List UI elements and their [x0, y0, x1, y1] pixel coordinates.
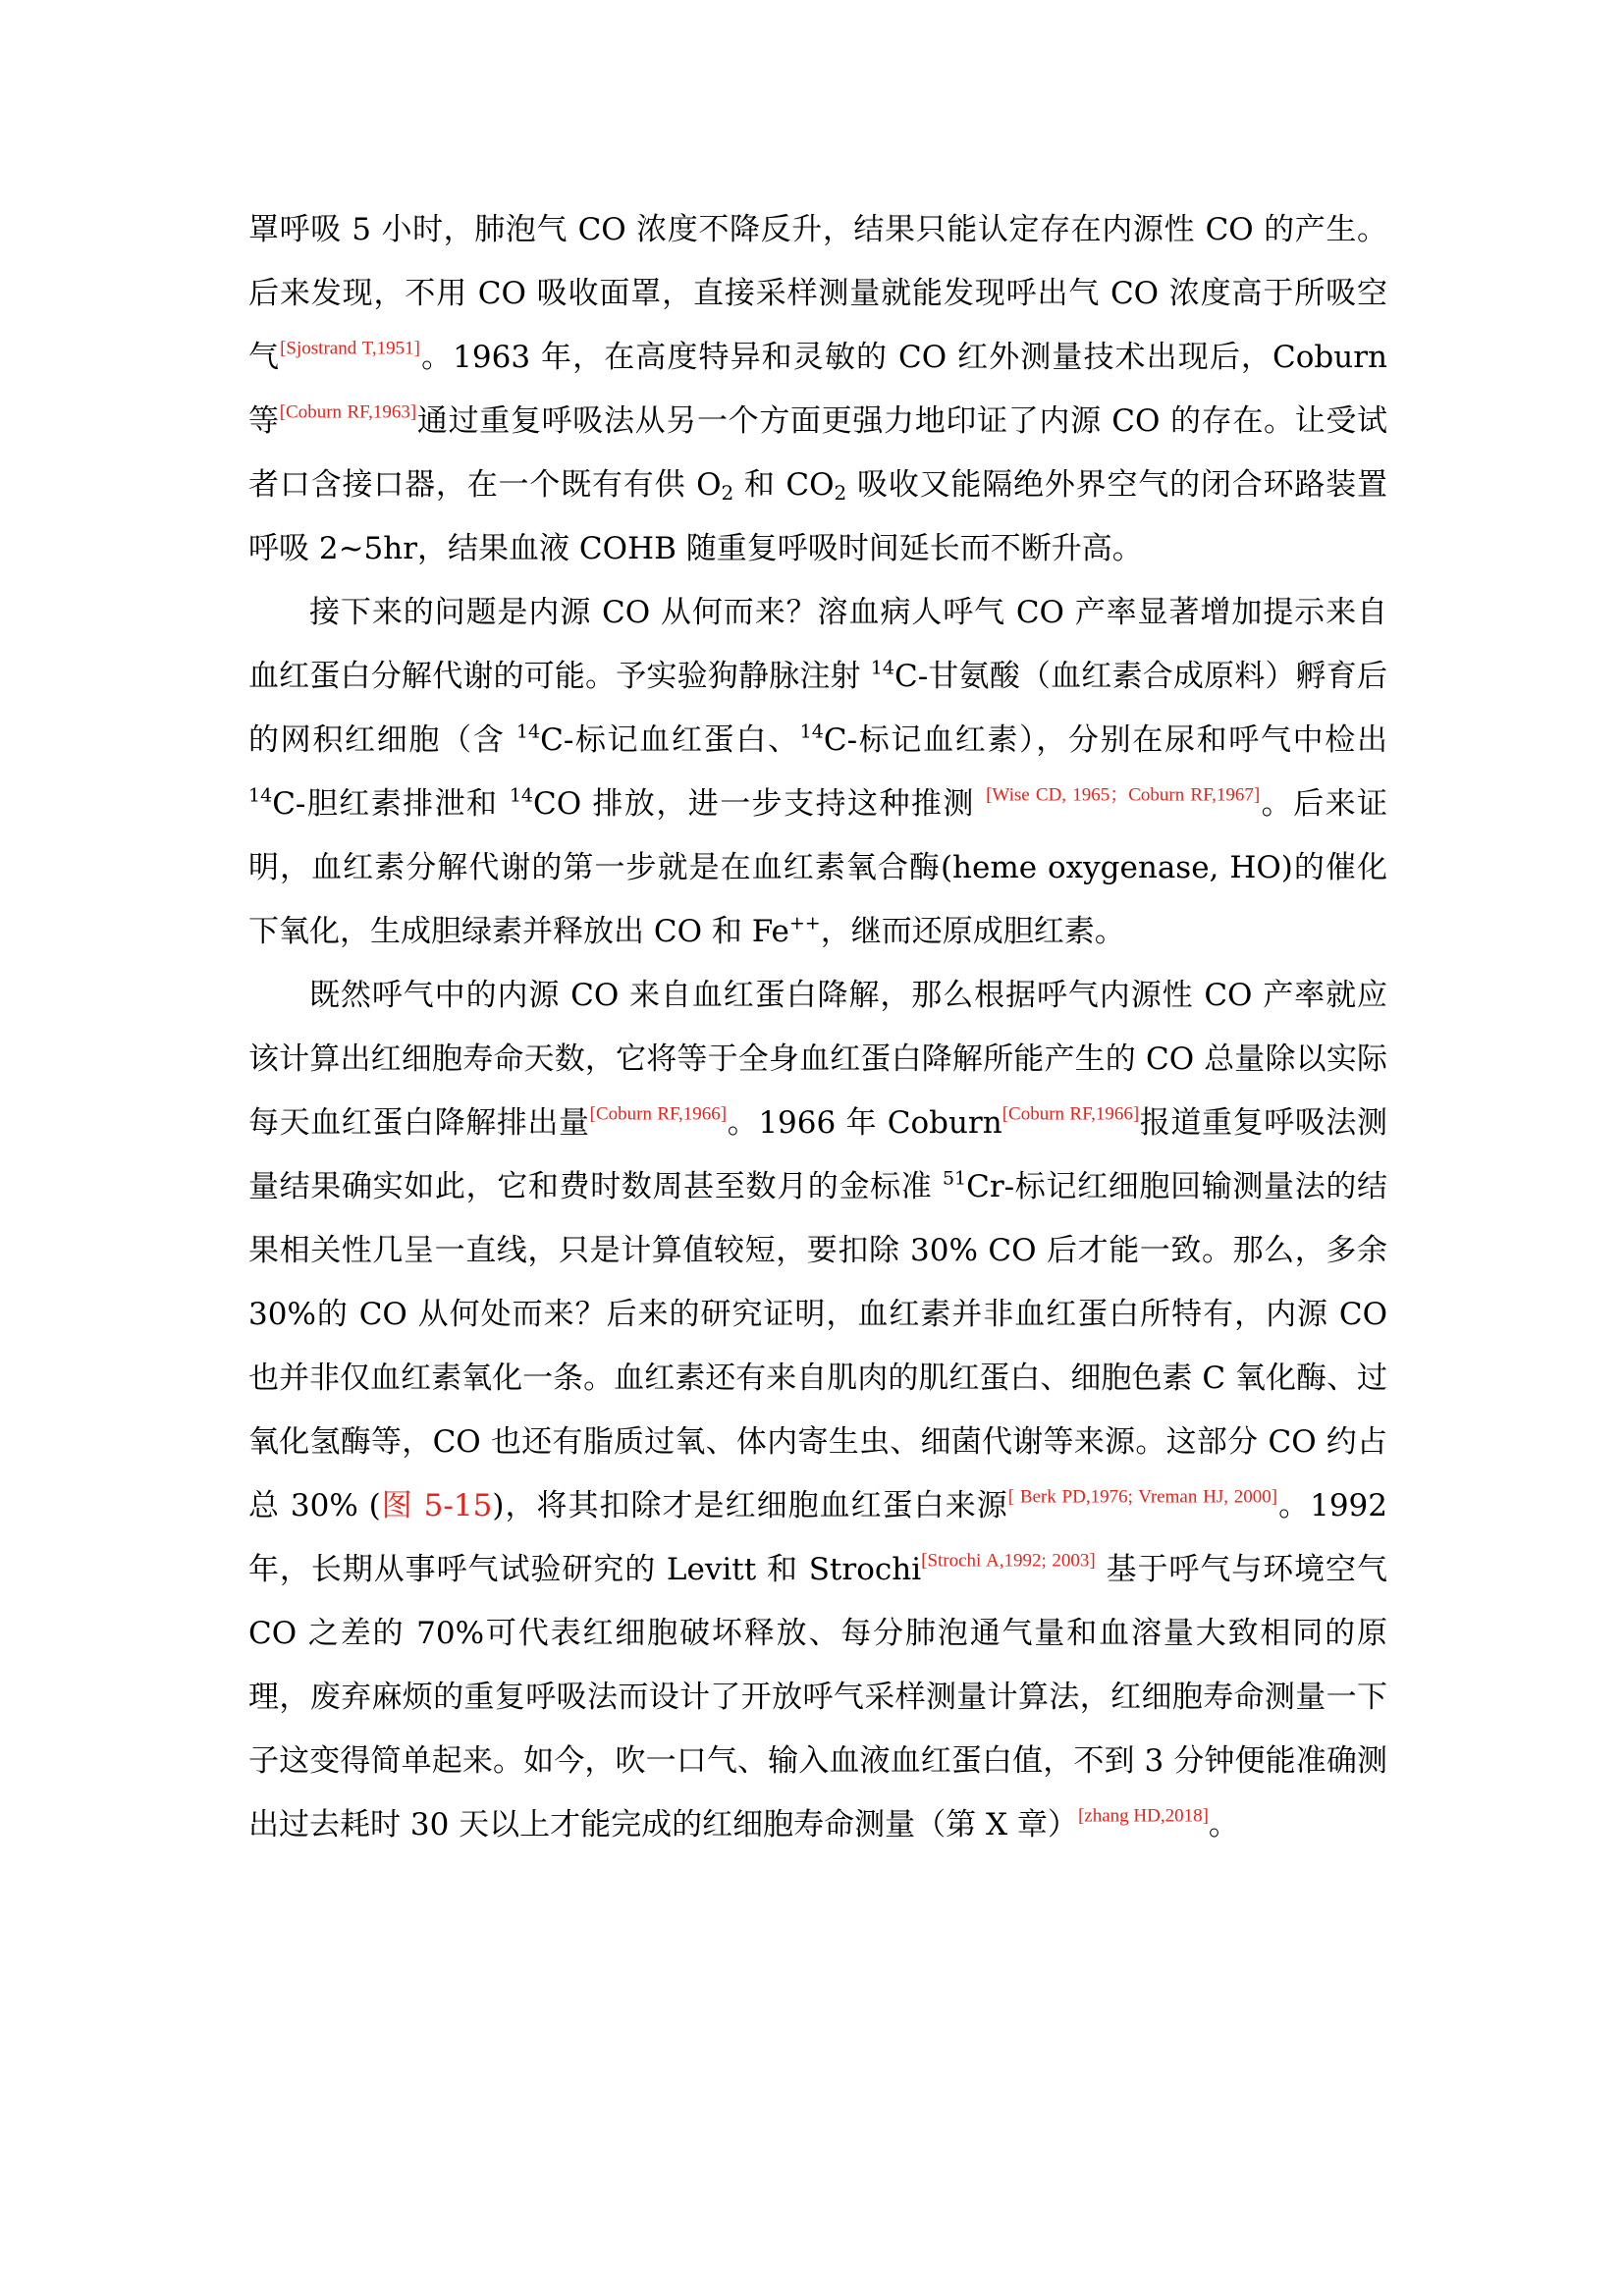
text: Cr-标记红细胞回输测量法的结果相关性几呈一直线，只是计算值较短，要扣除 30% CO 后才能一致。那么，多余 30%的 CO 从何处而来？后来的研究证明，血红素并非血红蛋白所特有，内源 CO 也并非仅血红素氧化一条。血红素还有来自肌肉的肌红蛋白、细胞色素 C 氧化酶、过氧化氢酶等，CO 也还有脂质过氧、体内寄生虫、细菌代谢等来源。这部分 CO 约占总 30% (: [248, 1169, 1388, 1523]
superscript: 51: [942, 1167, 967, 1190]
text: 接下来的问题是内源 CO 从何而来？溶血病人呼气 CO 产率显著增加提示来自血红蛋白分解代谢的可能。予实验狗静脉注射: [248, 595, 1387, 694]
superscript: 14: [248, 784, 273, 807]
citation-link[interactable]: [Coburn RF,1966]: [589, 1103, 728, 1125]
text: 。1966 年 Coburn: [727, 1105, 1002, 1141]
text: 报道重复呼吸法测量结果确实如此，它和费时数周甚至数月的金标准: [248, 1105, 1388, 1204]
text: 罩呼吸 5 小时，肺泡气 CO 浓度不降反升，结果只能认定存在内源性 CO 的产生。后来发现，不用 CO 吸收面罩，直接采样测量就能发现呼出气 CO 浓度高于所吸空气: [248, 212, 1387, 375]
paragraph-2: [248, 581, 1387, 964]
text: C-甘氨酸（血红素合成原料）孵育后的网积红细胞（含: [248, 659, 1387, 758]
text: 吸收又能隔绝外界空气的闭合环路装置呼吸 2~5hr，结果血液 COHB 随重复呼吸时间延长而不断升高。: [248, 467, 1387, 566]
subscript: 2: [721, 481, 734, 505]
citation-link[interactable]: [Strochi A,1992; 2003]: [921, 1550, 1096, 1572]
superscript: 14: [799, 721, 824, 743]
citation-link[interactable]: [Coburn RF,1963]: [279, 401, 417, 423]
text: 基于呼气与环境空气 CO 之差的 70%可代表红细胞破坏释放、每分肺泡通气量和血溶量大致相同的原理，废弃麻烦的重复呼吸法而设计了开放呼气采样测量计算法，红细胞寿命测量一下子这变得简单起来。如今，吹一口气、输入血液血红蛋白值，不到 3 分钟便能准确测出过去耗时 30 天以上才能完成的红细胞寿命测量（第 X 章）: [248, 1552, 1387, 1842]
text: 既然呼气中的内源 CO 来自血红蛋白降解，那么根据呼气内源性 CO 产率就应该计算出红细胞寿命天数，它将等于全身血红蛋白降解所能产生的 CO 总量除以实际每天血红蛋白降解排出量: [248, 978, 1387, 1141]
citation-link[interactable]: [Sjostrand T,1951]: [280, 338, 420, 359]
text: 。: [1208, 1807, 1239, 1842]
text: ，继而还原成胆红素。: [820, 914, 1125, 949]
text: C-标记血红素），分别在尿和呼气中检出: [823, 722, 1387, 758]
paragraph-3: [248, 964, 1387, 1857]
paragraph-1: [248, 198, 1387, 581]
citation-link[interactable]: [Wise CD, 1965；Coburn RF,1967]: [986, 784, 1261, 806]
text: 。1963 年，在高度特异和灵敏的 CO 红外测量技术出现后，Coburn 等: [248, 340, 1387, 439]
superscript: 14: [515, 721, 541, 743]
figure-reference-link[interactable]: 图 5-15: [380, 1488, 493, 1523]
text: 通过重复呼吸法从另一个方面更强力地印证了内源 CO 的存在。让受试者口含接口器，在一个既有有供 O: [248, 403, 1388, 503]
citation-link[interactable]: [zhang HD,2018]: [1077, 1805, 1209, 1827]
citation-link[interactable]: [ Berk PD,1976; Vreman HJ, 2000]: [1007, 1486, 1278, 1508]
subscript: 2: [834, 481, 847, 505]
text: )，将其扣除才是红细胞血红蛋白来源: [492, 1488, 1008, 1523]
superscript: ++: [788, 912, 821, 934]
text: C-胆红素排泄和: [272, 786, 510, 822]
superscript: 14: [870, 657, 894, 679]
citation-link[interactable]: [Coburn RF,1966]: [1001, 1103, 1140, 1125]
superscript: 14: [509, 784, 533, 807]
text: CO 排放，进一步支持这种推测: [533, 786, 987, 822]
text: 和 CO: [733, 467, 835, 503]
text: 。后来证明，血红素分解代谢的第一步就是在血红素氧合酶(heme oxygenase, HO)的催化下氧化，生成胆绿素并释放出 CO 和 Fe: [248, 786, 1388, 949]
text: 。1992 年，长期从事呼气试验研究的 Levitt 和 Strochi: [248, 1488, 1387, 1587]
document-page: [248, 198, 1387, 1857]
text: C-标记血红蛋白、: [540, 722, 800, 758]
